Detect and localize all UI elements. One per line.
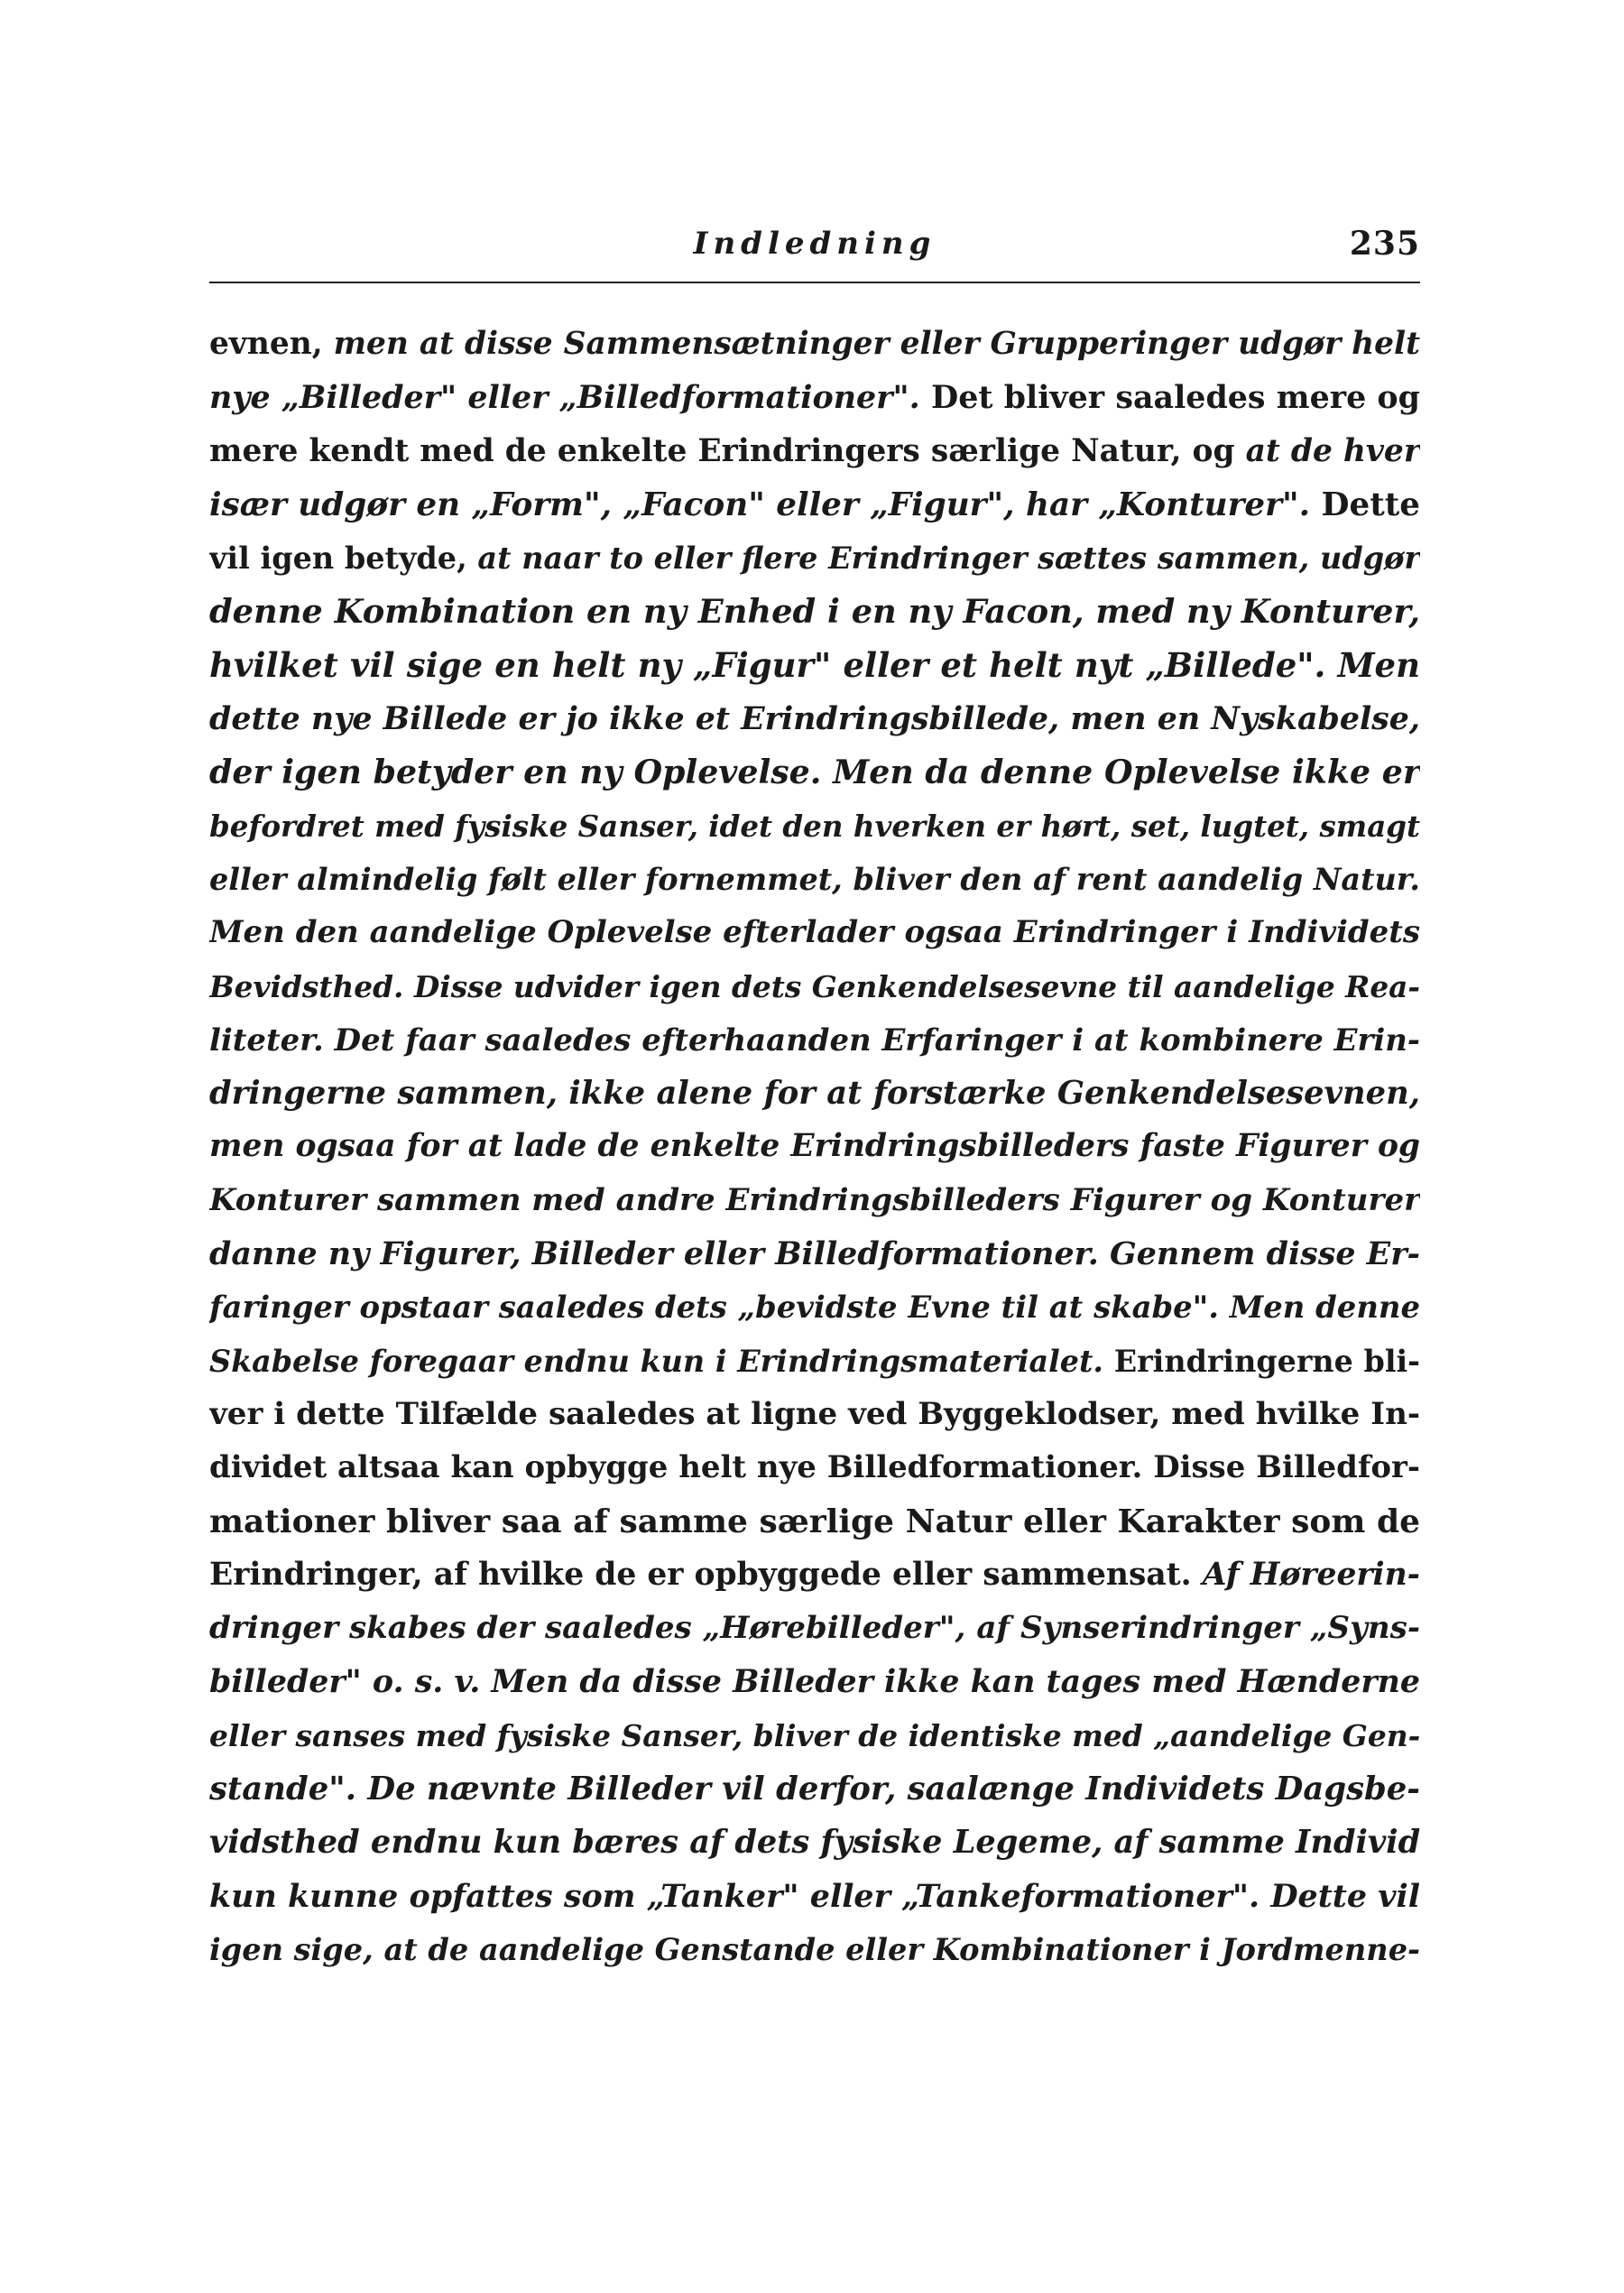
italic-segment: nye „Billeder" eller „Billedformationer".: [209, 379, 931, 417]
italic-segment: Konturer sammen med andre Erindringsbilleders Figurer og Konturer: [209, 1181, 1420, 1218]
italic-segment: dringerne sammen, ikke alene for at forstærke Genkendelsesevnen,: [209, 1075, 1420, 1113]
italic-segment: vidsthed endnu kun bæres af dets fysiske Legeme, af samme Individ: [209, 1824, 1420, 1862]
roman-segment: evnen,: [209, 326, 334, 362]
text-line: [209, 1388, 1420, 1441]
text-line: [209, 371, 1420, 424]
text-line: [209, 1013, 1420, 1067]
text-line: [209, 1655, 1420, 1708]
text-line: [209, 639, 1420, 692]
roman-segment: mationer bliver saa af samme særlige Natur eller Karakter som de: [209, 1502, 1420, 1540]
text-line: [209, 1067, 1420, 1120]
italic-segment: dringer skabes der saaledes „Hørebilleder", af Synserindringer „Syns-: [209, 1610, 1420, 1647]
italic-segment: dette nye Billede er jo ikke et Erindringsbillede, men en Nyskabelse,: [209, 700, 1420, 738]
text-line: [209, 1335, 1420, 1388]
roman-segment: dividet altsaa kan opbygge helt nye Billedformationer. Disse Billedfor-: [209, 1449, 1420, 1486]
italic-segment: at naar to eller flere Erindringer sættes sammen, udgør: [477, 541, 1420, 577]
text-line: [209, 1870, 1420, 1923]
roman-segment: Erindringerne bli-: [1113, 1343, 1420, 1379]
text-line: [209, 1120, 1420, 1173]
text-line: [209, 1281, 1420, 1334]
roman-segment: Dette: [1321, 485, 1420, 523]
roman-segment: Det bliver saaledes mere og: [931, 379, 1420, 417]
text-line: [209, 425, 1420, 478]
italic-segment: at de hver: [1245, 432, 1420, 469]
italic-segment: billeder" o. s. v. Men da disse Billeder ikke kan tages med Hænderne: [209, 1663, 1420, 1701]
italic-segment: danne ny Figurer, Billeder eller Billedformationer. Gennem disse Er-: [209, 1235, 1420, 1273]
italic-segment: Af Høreerin-: [1202, 1556, 1420, 1593]
italic-segment: kun kunne opfattes som „Tanker" eller „Tankeformationer". Dette vil: [209, 1877, 1420, 1915]
italic-segment: eller almindelig følt eller fornemmet, bliver den af rent aandelig Natur.: [209, 861, 1420, 897]
text-line: [209, 960, 1420, 1013]
header-rule: [209, 282, 1420, 283]
italic-segment: liteter. Det faar saaledes efterhaanden Erfaringer i at kombinere Erin-: [209, 1021, 1420, 1058]
italic-segment: igen sige, at de aandelige Genstande eller Kombinationer i Jordmenne-: [209, 1930, 1420, 1967]
italic-segment: men at disse Sammensætninger eller Grupperinger udgør helt: [333, 326, 1420, 362]
text-line: [209, 906, 1420, 959]
italic-segment: stande". De nævnte Billeder vil derfor, saalænge Individets Dagsbe-: [209, 1771, 1420, 1808]
roman-segment: mere kendt med de enkelte Erindringers særlige Natur, og: [209, 432, 1246, 469]
text-line: [209, 853, 1420, 906]
italic-segment: Bevidsthed. Disse udvider igen dets Genkendelsesevne til aandelige Rea-: [209, 968, 1420, 1004]
italic-segment: faringer opstaar saaledes dets „bevidste Evne til at skabe". Men denne: [209, 1289, 1420, 1326]
text-line: [209, 1923, 1420, 1976]
page-number: 235: [1349, 225, 1420, 263]
text-line: [209, 692, 1420, 745]
italic-segment: befordret med fysiske Sanser, idet den hverken er hørt, set, lugtet, smagt: [209, 808, 1420, 844]
text-line: [209, 1709, 1420, 1762]
running-title: Indledning: [693, 226, 937, 262]
text-line: [209, 1762, 1420, 1816]
text-line: [209, 478, 1420, 532]
italic-segment: hvilket vil sige en helt ny „Figur" eller et helt nyt „Billede". Men: [209, 644, 1420, 685]
text-line: [209, 1174, 1420, 1227]
text-line: [209, 1602, 1420, 1655]
italic-segment: Men den aandelige Oplevelse efterlader ogsaa Erindringer i Individets: [209, 914, 1420, 951]
italic-segment: men ogsaa for at lade de enkelte Erindringsbilleders faste Figurer og: [209, 1128, 1420, 1165]
text-line: [209, 1495, 1420, 1549]
roman-segment: ver i dette Tilfælde saaledes at ligne ved Byggeklodser, med hvilke In-: [209, 1395, 1420, 1432]
text-line: [209, 1441, 1420, 1494]
roman-segment: vil igen betyde,: [209, 541, 478, 577]
italic-segment: Skabelse foregaar endnu kun i Erindringsmaterialet.: [209, 1343, 1114, 1379]
text-line: [209, 585, 1420, 638]
running-head: [209, 224, 1420, 278]
italic-segment: der igen betyder en ny Oplevelse. Men da denne Oplevelse ikke er: [209, 753, 1420, 792]
body-paragraph: [209, 318, 1420, 1976]
text-line: [209, 532, 1420, 585]
text-line: [209, 1816, 1420, 1869]
text-line: [209, 1227, 1420, 1281]
italic-segment: denne Kombination en ny Enhed i en ny Facon, med ny Konturer,: [209, 592, 1420, 632]
italic-segment: især udgør en „Form", „Facon" eller „Figur", har „Konturer".: [209, 485, 1322, 523]
text-line: [209, 318, 1420, 371]
text-line: [209, 1549, 1420, 1602]
roman-segment: Erindringer, af hvilke de er opbyggede eller sammensat.: [209, 1556, 1203, 1593]
text-line: [209, 800, 1420, 853]
text-line: [209, 745, 1420, 799]
italic-segment: eller sanses med fysiske Sanser, bliver de identiske med „aandelige Gen-: [209, 1717, 1420, 1753]
